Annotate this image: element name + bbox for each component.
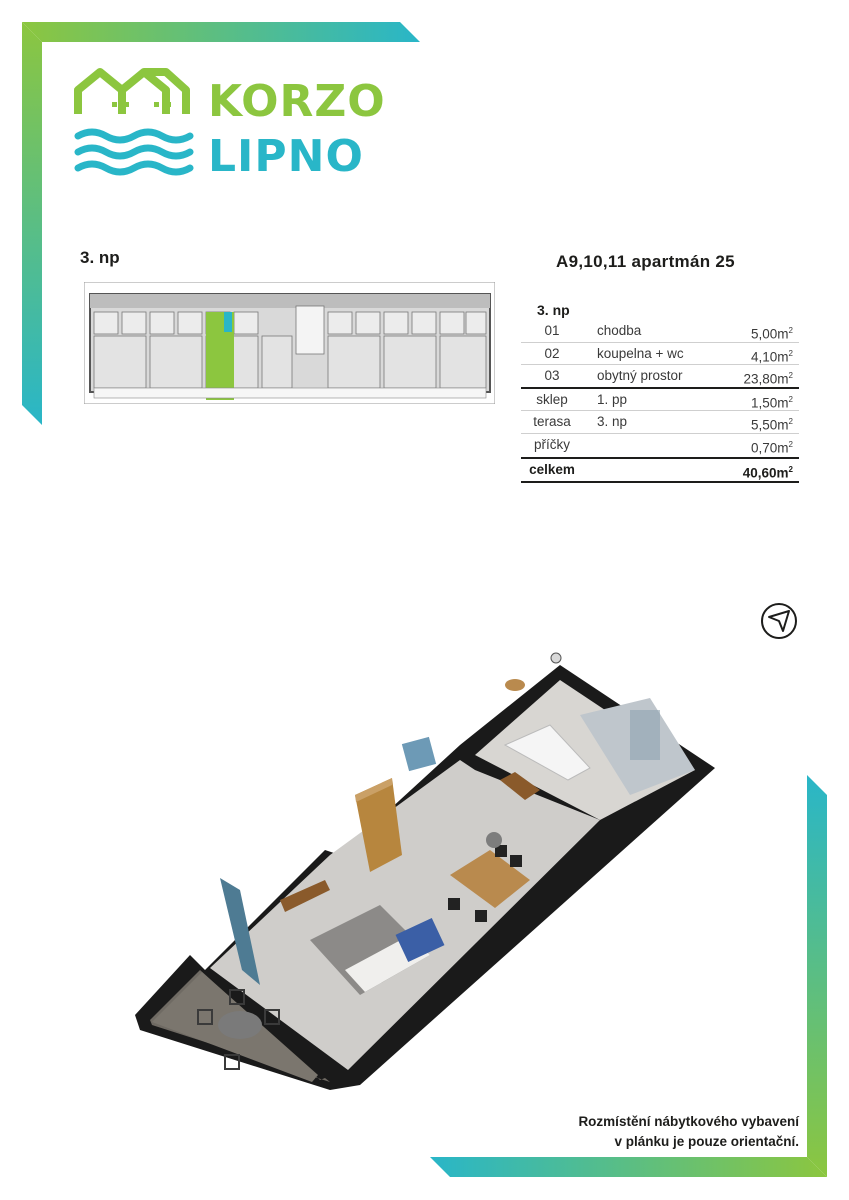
room-name: chodba xyxy=(597,323,642,338)
floor-key-plan xyxy=(84,282,495,404)
room-row xyxy=(521,320,799,343)
extra-area: $5,50m^2$ xyxy=(751,417,793,433)
apartment-3d-floor-plan xyxy=(130,650,730,1090)
room-area: $5,00m^2$ xyxy=(751,326,793,342)
extra-label: příčky xyxy=(533,436,570,452)
area-table xyxy=(521,298,799,483)
room-area: $4,10m^2$ xyxy=(751,348,793,364)
logo-text-lipno: LIPNO xyxy=(208,131,364,182)
extra-area: $0,70m^2$ xyxy=(751,439,793,455)
disclaimer-line-1: Rozmístění nábytkového vybavení xyxy=(578,1114,799,1129)
north-arrow-icon xyxy=(760,602,798,640)
extra-label: terasa xyxy=(533,414,571,429)
room-name: koupelna + wc xyxy=(597,345,684,361)
apartment-title: A9,10,11 apartmán 25 xyxy=(556,252,735,271)
room-row xyxy=(521,365,799,389)
furniture-disclaimer xyxy=(578,1112,799,1152)
total-label: celkem xyxy=(529,462,575,477)
extra-area: $1,50m^2$ xyxy=(751,394,793,410)
extra-row xyxy=(521,434,799,456)
room-area: $23,80m^2$ xyxy=(743,371,793,387)
room-number: 01 xyxy=(544,323,560,338)
room-name: obytný prostor xyxy=(597,368,683,383)
extra-row xyxy=(521,411,799,434)
disclaimer-line-2: v plánku je pouze orientační. xyxy=(614,1134,799,1149)
total-area: $40,60m^2$ xyxy=(742,465,793,481)
total-row xyxy=(521,457,799,483)
area-table-heading: 3. np xyxy=(537,302,570,318)
room-row xyxy=(521,343,799,366)
floor-title: 3. np xyxy=(80,248,120,267)
extra-row xyxy=(521,389,799,412)
room-number: 03 xyxy=(544,368,560,383)
extra-floor: 3. np xyxy=(597,414,628,429)
extra-label: sklep xyxy=(536,391,568,407)
room-number: 02 xyxy=(544,345,560,361)
logo-text-korzo: KORZO xyxy=(208,76,386,127)
extra-floor: 1. pp xyxy=(597,391,628,407)
